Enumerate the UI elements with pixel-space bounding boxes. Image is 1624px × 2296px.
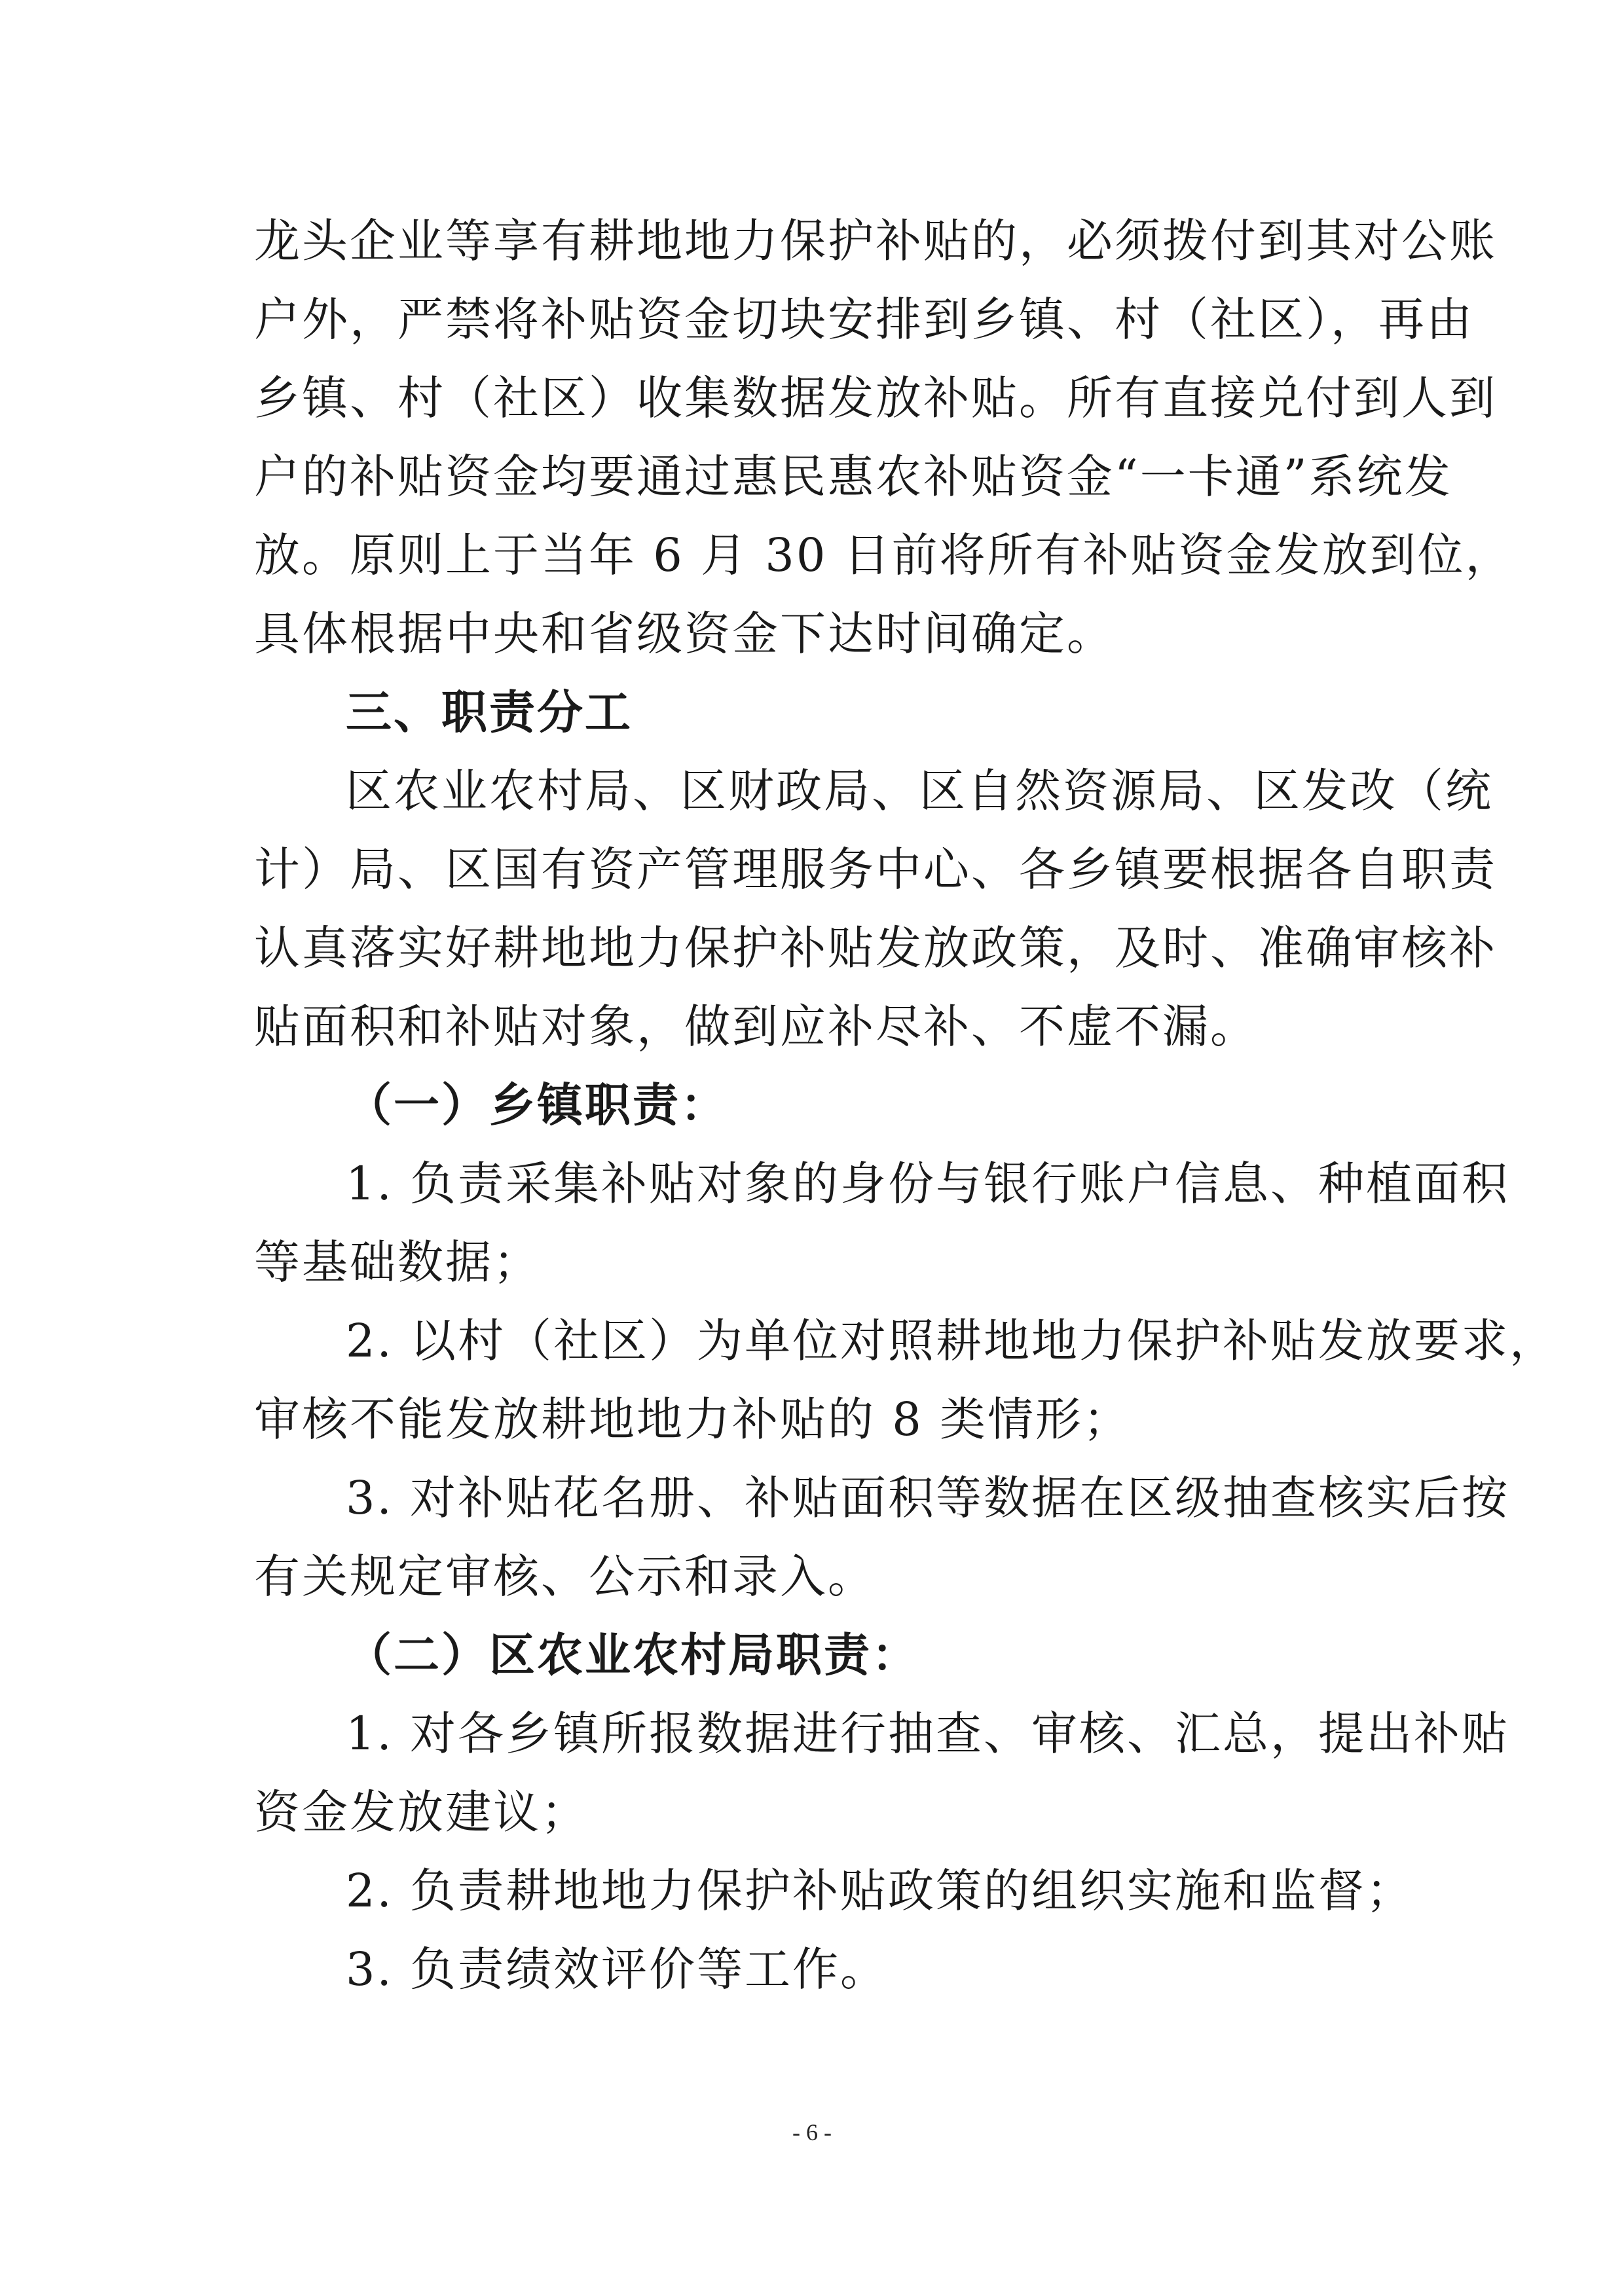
list-item-continuation: 审核不能发放耕地地力补贴的 8 类情形；: [254, 1393, 1132, 1446]
paragraph-line: 具体根据中央和省级资金下达时间确定。: [254, 607, 1115, 661]
list-item-continuation: 等基础数据；: [254, 1235, 541, 1289]
list-item: 2. 负责耕地地力保护补贴政策的组织实施和监督；: [346, 1864, 1414, 1918]
paragraph-line: 区农业农村局、区财政局、区自然资源局、区发改（统: [346, 764, 1493, 818]
paragraph-line: 放。原则上于当年 6 月 30 日前将所有补贴资金发放到位，: [254, 528, 1513, 582]
paragraph-line: 乡镇、村（社区）收集数据发放补贴。所有直接兑付到人到: [254, 371, 1497, 425]
paragraph-line: 认真落实好耕地地力保护补贴发放政策，及时、准确审核补: [254, 921, 1497, 975]
subsection-heading: （一）乡镇职责：: [346, 1078, 728, 1132]
list-item: 1. 对各乡镇所报数据进行抽查、审核、汇总，提出补贴: [346, 1707, 1510, 1760]
subsection-heading: （二）区农业农村局职责：: [346, 1628, 919, 1682]
paragraph-line: 户的补贴资金均要通过惠民惠农补贴资金“一卡通”系统发: [254, 450, 1452, 503]
list-item: 3. 负责绩效评价等工作。: [346, 1942, 889, 1996]
list-item-continuation: 有关规定审核、公示和录入。: [254, 1550, 876, 1603]
paragraph-line: 贴面积和补贴对象，做到应补尽补、不虚不漏。: [254, 1000, 1258, 1053]
page-number: - 6 -: [792, 2119, 832, 2145]
list-item: 1. 负责采集补贴对象的身份与银行账户信息、种植面积: [346, 1157, 1510, 1211]
paragraph-line: 龙头企业等享有耕地地力保护补贴的，必须拨付到其对公账: [254, 214, 1497, 268]
list-item: 2. 以村（社区）为单位对照耕地地力保护补贴发放要求，: [346, 1314, 1558, 1368]
paragraph-line: 计）局、区国有资产管理服务中心、各乡镇要根据各自职责: [254, 843, 1497, 896]
list-item-continuation: 资金发放建议；: [254, 1785, 589, 1839]
paragraph-line: 户外，严禁将补贴资金切块安排到乡镇、村（社区），再由: [254, 293, 1474, 346]
section-heading: 三、职责分工: [346, 685, 633, 739]
list-item: 3. 对补贴花名册、补贴面积等数据在区级抽查核实后按: [346, 1471, 1510, 1525]
